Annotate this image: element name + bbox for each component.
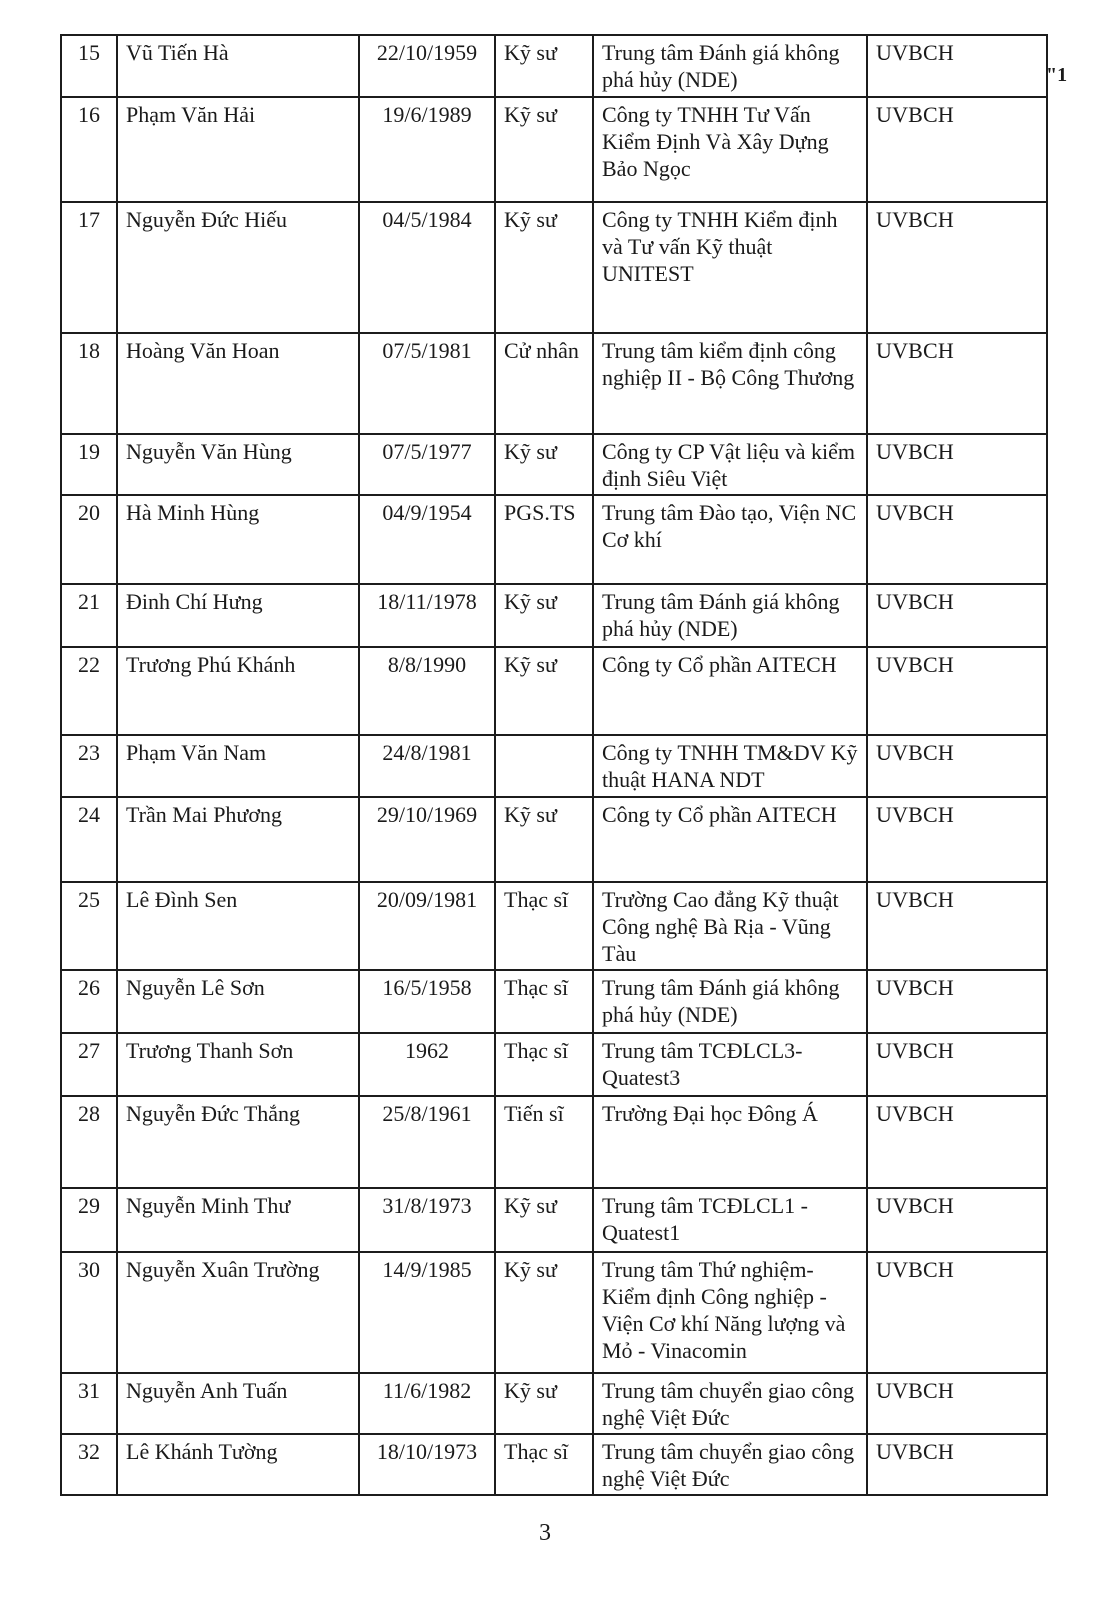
position-cell: UVBCH <box>867 647 1047 735</box>
degree-cell: Kỹ sư <box>495 202 593 333</box>
table-row <box>61 97 1047 202</box>
member-name-cell: Trương Thanh Sơn <box>117 1033 359 1096</box>
member-name-cell: Lê Khánh Tường <box>117 1434 359 1495</box>
birth-date-cell: 19/6/1989 <box>359 97 495 202</box>
page-number: 3 <box>539 1520 551 1546</box>
birth-date-cell: 14/9/1985 <box>359 1252 495 1373</box>
organization-cell: Công ty TNHH Kiểm định và Tư vấn Kỹ thuật UNITEST <box>593 202 867 333</box>
position-cell: UVBCH <box>867 797 1047 882</box>
table-row <box>61 1188 1047 1252</box>
row-number-cell: 28 <box>61 1096 117 1188</box>
organization-cell: Trung tâm Đánh giá không phá hủy (NDE) <box>593 35 867 97</box>
degree-cell <box>495 735 593 797</box>
row-number-cell: 20 <box>61 495 117 584</box>
birth-date-cell: 07/5/1977 <box>359 434 495 495</box>
table-row <box>61 1434 1047 1495</box>
degree-cell: Kỹ sư <box>495 1252 593 1373</box>
member-name-cell: Nguyễn Lê Sơn <box>117 970 359 1033</box>
organization-cell: Trung tâm Đánh giá không phá hủy (NDE) <box>593 584 867 647</box>
position-cell: UVBCH <box>867 202 1047 333</box>
member-name-cell: Hà Minh Hùng <box>117 495 359 584</box>
organization-cell: Công ty TNHH TM&DV Kỹ thuật HANA NDT <box>593 735 867 797</box>
table-row <box>61 1033 1047 1096</box>
table-row <box>61 495 1047 584</box>
row-number-cell: 25 <box>61 882 117 970</box>
position-cell: UVBCH <box>867 1434 1047 1495</box>
row-number-cell: 32 <box>61 1434 117 1495</box>
organization-cell: Công ty Cổ phần AITECH <box>593 797 867 882</box>
birth-date-cell: 31/8/1973 <box>359 1188 495 1252</box>
position-cell: UVBCH <box>867 1188 1047 1252</box>
position-cell: UVBCH <box>867 970 1047 1033</box>
birth-date-cell: 18/10/1973 <box>359 1434 495 1495</box>
table-row <box>61 797 1047 882</box>
birth-date-cell: 20/09/1981 <box>359 882 495 970</box>
member-table-body <box>61 35 1047 1495</box>
member-name-cell: Nguyễn Minh Thư <box>117 1188 359 1252</box>
position-cell: UVBCH <box>867 333 1047 434</box>
table-row <box>61 1373 1047 1434</box>
degree-cell: Cử nhân <box>495 333 593 434</box>
degree-cell: PGS.TS <box>495 495 593 584</box>
position-cell: UVBCH <box>867 584 1047 647</box>
degree-cell: Kỹ sư <box>495 647 593 735</box>
birth-date-cell: 25/8/1961 <box>359 1096 495 1188</box>
organization-cell: Trung tâm chuyển giao công nghệ Việt Đức <box>593 1373 867 1434</box>
organization-cell: Trường Đại học Đông Á <box>593 1096 867 1188</box>
member-name-cell: Nguyễn Đức Hiếu <box>117 202 359 333</box>
row-number-cell: 27 <box>61 1033 117 1096</box>
degree-cell: Kỹ sư <box>495 35 593 97</box>
table-row <box>61 735 1047 797</box>
member-name-cell: Nguyễn Xuân Trường <box>117 1252 359 1373</box>
row-number-cell: 16 <box>61 97 117 202</box>
degree-cell: Thạc sĩ <box>495 970 593 1033</box>
row-number-cell: 17 <box>61 202 117 333</box>
birth-date-cell: 11/6/1982 <box>359 1373 495 1434</box>
birth-date-cell: 18/11/1978 <box>359 584 495 647</box>
table-row <box>61 584 1047 647</box>
table-row <box>61 970 1047 1033</box>
birth-date-cell: 04/9/1954 <box>359 495 495 584</box>
member-name-cell: Nguyễn Đức Thắng <box>117 1096 359 1188</box>
position-cell: UVBCH <box>867 97 1047 202</box>
row-number-cell: 15 <box>61 35 117 97</box>
row-number-cell: 23 <box>61 735 117 797</box>
organization-cell: Công ty TNHH Tư Vấn Kiểm Định Và Xây Dựng Bảo Ngọc <box>593 97 867 202</box>
position-cell: UVBCH <box>867 35 1047 97</box>
birth-date-cell: 07/5/1981 <box>359 333 495 434</box>
position-cell: UVBCH <box>867 735 1047 797</box>
degree-cell: Thạc sĩ <box>495 1434 593 1495</box>
table-row <box>61 1252 1047 1373</box>
row-number-cell: 24 <box>61 797 117 882</box>
margin-mark: "1 <box>1046 64 1068 86</box>
degree-cell: Tiến sĩ <box>495 1096 593 1188</box>
table-row <box>61 647 1047 735</box>
organization-cell: Trung tâm kiểm định công nghiệp II - Bộ Công Thương <box>593 333 867 434</box>
position-cell: UVBCH <box>867 495 1047 584</box>
table-row <box>61 1096 1047 1188</box>
position-cell: UVBCH <box>867 434 1047 495</box>
degree-cell: Kỹ sư <box>495 97 593 202</box>
organization-cell: Trung tâm TCĐLCL3- Quatest3 <box>593 1033 867 1096</box>
degree-cell: Kỹ sư <box>495 584 593 647</box>
row-number-cell: 22 <box>61 647 117 735</box>
degree-cell: Thạc sĩ <box>495 1033 593 1096</box>
position-cell: UVBCH <box>867 1252 1047 1373</box>
row-number-cell: 31 <box>61 1373 117 1434</box>
organization-cell: Trung tâm Thứ nghiệm-Kiểm định Công nghiệp - Viện Cơ khí Năng lượng và Mỏ - Vinacomin <box>593 1252 867 1373</box>
row-number-cell: 19 <box>61 434 117 495</box>
degree-cell: Thạc sĩ <box>495 882 593 970</box>
table-row <box>61 882 1047 970</box>
birth-date-cell: 04/5/1984 <box>359 202 495 333</box>
table-row <box>61 202 1047 333</box>
row-number-cell: 30 <box>61 1252 117 1373</box>
member-name-cell: Hoàng Văn Hoan <box>117 333 359 434</box>
degree-cell: Kỹ sư <box>495 1188 593 1252</box>
row-number-cell: 26 <box>61 970 117 1033</box>
organization-cell: Trung tâm Đào tạo, Viện NC Cơ khí <box>593 495 867 584</box>
organization-cell: Công ty Cổ phần AITECH <box>593 647 867 735</box>
member-name-cell: Vũ Tiến Hà <box>117 35 359 97</box>
organization-cell: Trung tâm chuyển giao công nghệ Việt Đức <box>593 1434 867 1495</box>
table-row <box>61 333 1047 434</box>
member-name-cell: Trần Mai Phương <box>117 797 359 882</box>
member-name-cell: Lê Đình Sen <box>117 882 359 970</box>
table-row <box>61 35 1047 97</box>
row-number-cell: 29 <box>61 1188 117 1252</box>
birth-date-cell: 24/8/1981 <box>359 735 495 797</box>
birth-date-cell: 16/5/1958 <box>359 970 495 1033</box>
position-cell: UVBCH <box>867 1033 1047 1096</box>
member-name-cell: Phạm Văn Nam <box>117 735 359 797</box>
organization-cell: Công ty CP Vật liệu và kiểm định Siêu Việt <box>593 434 867 495</box>
organization-cell: Trung tâm TCĐLCL1 - Quatest1 <box>593 1188 867 1252</box>
organization-cell: Trung tâm Đánh giá không phá hủy (NDE) <box>593 970 867 1033</box>
position-cell: UVBCH <box>867 1373 1047 1434</box>
position-cell: UVBCH <box>867 882 1047 970</box>
birth-date-cell: 29/10/1969 <box>359 797 495 882</box>
degree-cell: Kỹ sư <box>495 797 593 882</box>
member-name-cell: Nguyễn Văn Hùng <box>117 434 359 495</box>
member-name-cell: Đinh Chí Hưng <box>117 584 359 647</box>
degree-cell: Kỹ sư <box>495 1373 593 1434</box>
row-number-cell: 21 <box>61 584 117 647</box>
member-name-cell: Phạm Văn Hải <box>117 97 359 202</box>
birth-date-cell: 1962 <box>359 1033 495 1096</box>
organization-cell: Trường Cao đẳng Kỹ thuật Công nghệ Bà Rịa - Vũng Tàu <box>593 882 867 970</box>
birth-date-cell: 8/8/1990 <box>359 647 495 735</box>
member-name-cell: Nguyễn Anh Tuấn <box>117 1373 359 1434</box>
degree-cell: Kỹ sư <box>495 434 593 495</box>
position-cell: UVBCH <box>867 1096 1047 1188</box>
row-number-cell: 18 <box>61 333 117 434</box>
birth-date-cell: 22/10/1959 <box>359 35 495 97</box>
table-row <box>61 434 1047 495</box>
member-table <box>60 34 1048 1496</box>
member-name-cell: Trương Phú Khánh <box>117 647 359 735</box>
